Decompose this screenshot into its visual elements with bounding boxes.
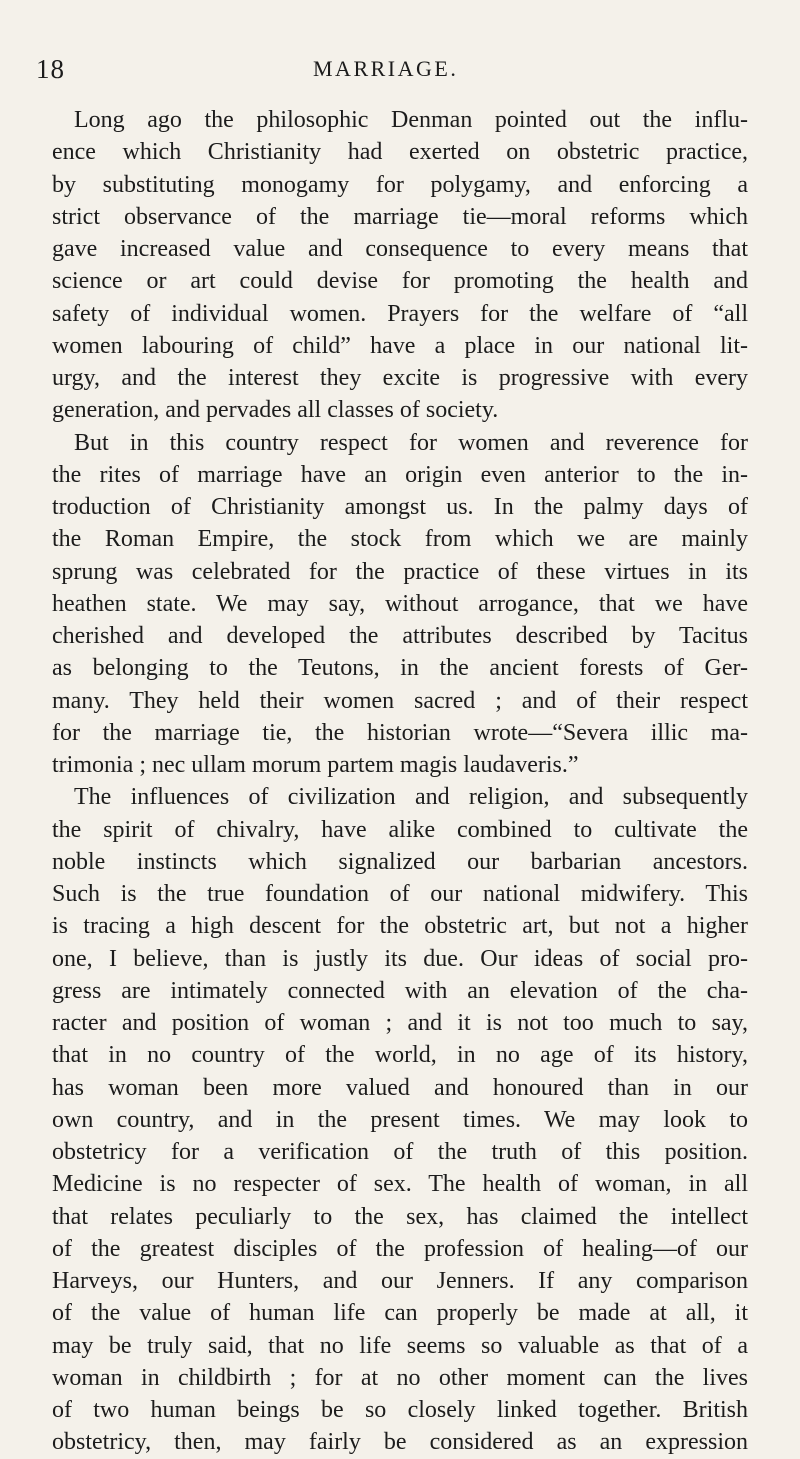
text-line: gave increased value and consequence to every means that [52, 236, 748, 262]
text-line: the Roman Empire, the stock from which we are mainly [52, 526, 748, 553]
text-line: women labouring of child” have a place in our national lit- [52, 332, 748, 359]
text-line: many. They held their women sacred ; and of their respect [52, 687, 748, 714]
text-line: of the greatest disciples of the profession of healing—of our [52, 1235, 748, 1262]
text-line: for the marriage tie, the historian wrote—“Severa illic ma- [52, 719, 748, 746]
text-line: the rites of marriage have an origin even anterior to the in- [52, 461, 748, 488]
text-line: urgy, and the interest they excite is progressive with every [52, 365, 748, 391]
text-line: Harveys, our Hunters, and our Jenners. If any comparison [52, 1268, 748, 1294]
text-line: sprung was celebrated for the practice of these virtues in its [52, 558, 748, 585]
text-line: safety of individual women. Prayers for the welfare of “all [52, 300, 748, 327]
text-line: racter and position of woman ; and it is not too much to say, [52, 1010, 748, 1036]
text-line: The influences of civilization and religion, and subsequently [74, 784, 748, 811]
text-line: science or art could devise for promoting the health and [52, 268, 748, 295]
text-line: by substituting monogamy for polygamy, and enforcing a [52, 171, 748, 198]
text-line: has woman been more valued and honoured than in our [52, 1074, 748, 1101]
text-line: noble instincts which signalized our barbarian ancestors. [52, 848, 748, 875]
text-line: is tracing a high descent for the obstetric art, but not a higher [52, 913, 748, 940]
text-line: cherished and developed the attributes described by Tacitus [52, 623, 748, 649]
text-line: own country, and in the present times. We may look to [52, 1106, 748, 1133]
text-line: may be truly said, that no life seems so valuable as that of a [52, 1332, 748, 1359]
text-line: trimonia ; nec ullam morum partem magis laudaveris.” [52, 752, 579, 778]
text-line: that in no country of the world, in no age of its history, [52, 1042, 748, 1069]
running-head [36, 54, 736, 84]
text-line: woman in childbirth ; for at no other moment can the lives [52, 1364, 748, 1391]
text-line: strict observance of the marriage tie—moral reforms which [52, 203, 748, 230]
text-line: ence which Christianity had exerted on obstetric practice, [52, 139, 748, 166]
text-line: as belonging to the Teutons, in the ancient forests of Ger- [52, 655, 748, 682]
running-title: MARRIAGE. [313, 56, 459, 81]
text-line: Long ago the philosophic Denman pointed out the influ- [74, 107, 748, 133]
text-line: But in this country respect for women and reverence for [74, 429, 748, 456]
text-line: obstetricy for a verification of the truth of this position. [52, 1139, 748, 1165]
page-number: 18 [36, 54, 65, 84]
text-line: generation, and pervades all classes of society. [52, 397, 499, 424]
text-line: one, I believe, than is justly its due. Our ideas of social pro- [52, 945, 748, 972]
text-line: of the value of human life can properly be made at all, it [52, 1300, 748, 1327]
text-line: troduction of Christianity amongst us. In the palmy days of [52, 494, 748, 520]
body-text [52, 104, 748, 1459]
text-line: obstetricy, then, may fairly be considered as an expression [52, 1429, 748, 1456]
text-line: that relates peculiarly to the sex, has claimed the intellect [52, 1203, 748, 1230]
text-line: Such is the true foundation of our national midwifery. This [52, 881, 748, 907]
text-line: heathen state. We may say, without arrogance, that we have [52, 590, 748, 617]
text-line: the spirit of chivalry, have alike combined to cultivate the [52, 816, 748, 843]
text-line: Medicine is no respecter of sex. The health of woman, in all [52, 1171, 748, 1198]
text-line: gress are intimately connected with an elevation of the cha- [52, 977, 748, 1004]
text-line: of two human beings be so closely linked together. British [52, 1397, 748, 1423]
